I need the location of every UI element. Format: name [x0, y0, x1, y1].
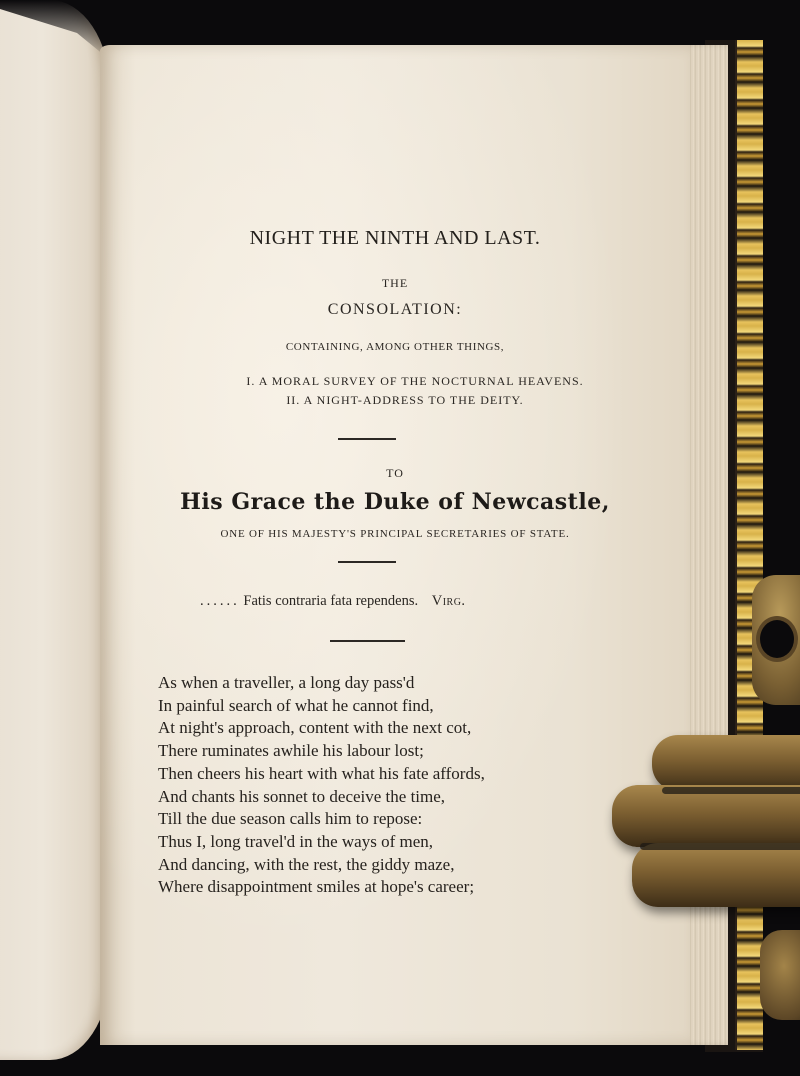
- divider-rule: [330, 640, 405, 642]
- contents-item: I. A MORAL SURVEY OF THE NOCTURNAL HEAVENS.: [246, 374, 584, 388]
- epigraph-attribution: Virg.: [431, 593, 466, 609]
- clasp-finger: [612, 785, 800, 847]
- dedicatee-blackletter: His Grace the Duke of Newcastle,: [180, 489, 610, 515]
- dedication-to-label: TO: [386, 466, 404, 480]
- poem-stanza: [158, 672, 485, 899]
- contents-item: II. A NIGHT-ADDRESS TO THE DEITY.: [286, 393, 524, 407]
- clasp-screw-hole: [760, 620, 794, 658]
- clasp-finger: [632, 843, 800, 907]
- clasp-groove: [640, 843, 800, 850]
- poem-line: There ruminates awhile his labour lost;: [158, 741, 424, 761]
- section-heading: NIGHT THE NINTH AND LAST.: [249, 227, 541, 249]
- clasp-groove: [662, 787, 800, 794]
- poem-line: Thus I, long travel'd in the ways of men,: [158, 831, 434, 851]
- divider-rule: [338, 561, 396, 563]
- brass-clasp-lower: [760, 930, 800, 1020]
- dedicatee-office: ONE OF HIS MAJESTY'S PRINCIPAL SECRETARIES OF STATE.: [220, 528, 570, 540]
- left-page-curl: [0, 0, 110, 1060]
- epigraph-ellipsis: ......: [200, 593, 240, 609]
- section-subtitle: CONSOLATION:: [327, 301, 463, 318]
- poem-line: As when a traveller, a long day pass'd: [158, 673, 415, 692]
- brass-clasp-claw: [612, 735, 800, 935]
- poem-line: Where disappointment smiles at hope's career;: [158, 877, 475, 897]
- poem-line: In painful search of what he cannot find,: [158, 695, 434, 715]
- poem-line: And dancing, with the rest, the giddy maze,: [158, 854, 455, 874]
- divider-rule: [338, 438, 396, 440]
- clasp-finger: [652, 735, 800, 791]
- poem-line: At night's approach, content with the next cot,: [158, 718, 472, 738]
- containing-label: CONTAINING, AMONG OTHER THINGS,: [285, 341, 505, 353]
- right-page: [100, 45, 690, 1045]
- poem-line: Then cheers his heart with what his fate affords,: [158, 763, 485, 783]
- the-label: THE: [381, 276, 409, 290]
- epigraph: [200, 593, 466, 610]
- poem-line: Till the due season calls him to repose:: [158, 809, 423, 829]
- poem-line: And chants his sonnet to deceive the time,: [158, 786, 446, 806]
- epigraph-text: Fatis contraria fata rependens.: [243, 593, 419, 609]
